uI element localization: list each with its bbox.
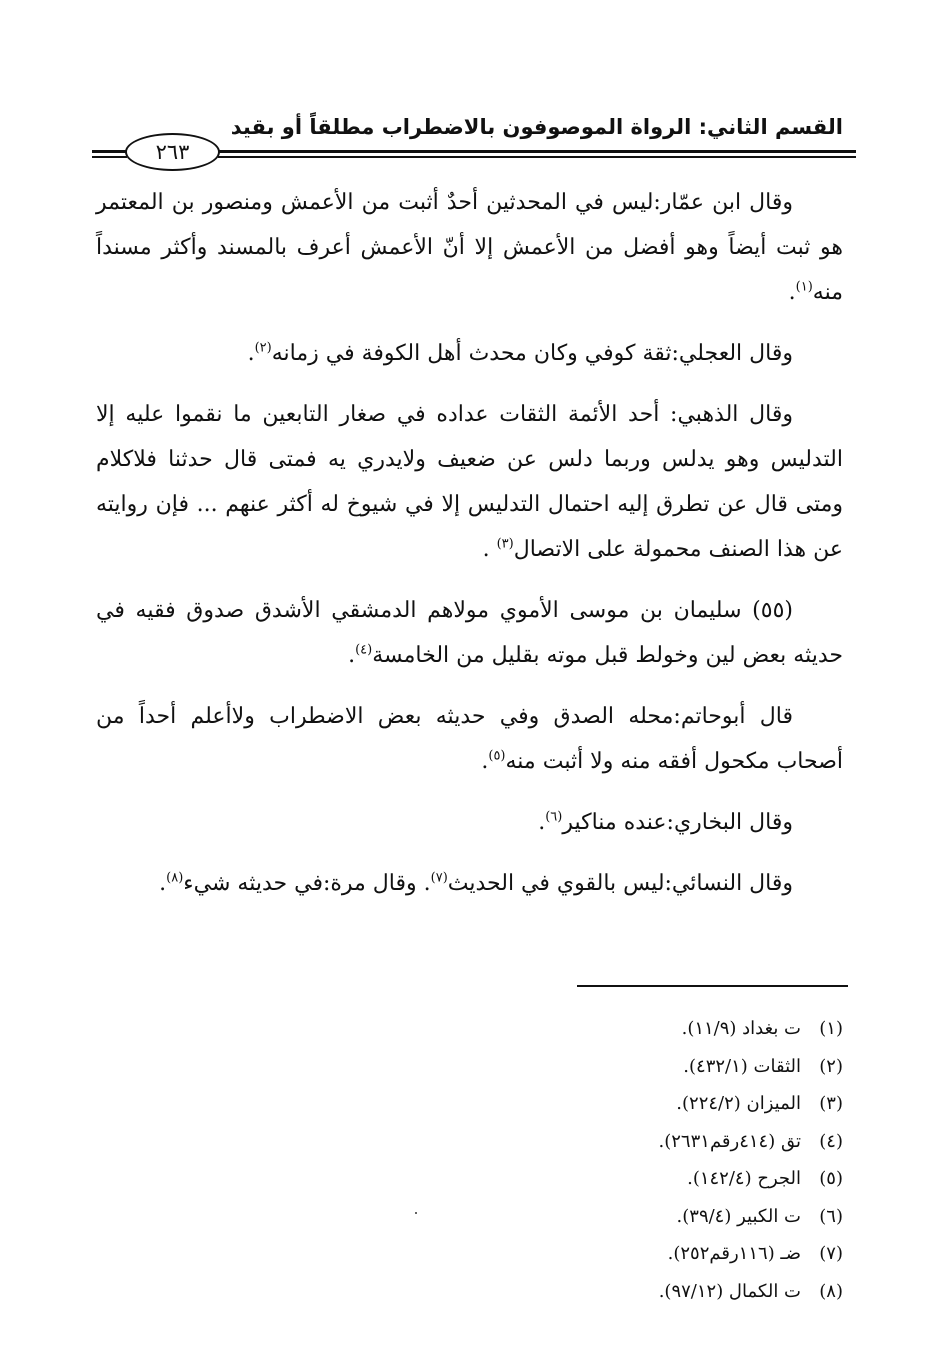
footnote-ref[interactable]: (٦)	[545, 809, 563, 825]
scan-speck	[415, 1212, 417, 1214]
footnote-item	[483, 1160, 843, 1198]
footnote-item	[483, 1235, 843, 1273]
paragraph-end: .	[247, 341, 255, 366]
paragraph-text: وقال البخاري:عنده مناكير	[562, 810, 793, 835]
header-rule-thin	[218, 156, 856, 158]
paragraph-end: .	[482, 537, 497, 562]
footnote-number: (٥)	[819, 1168, 843, 1189]
footnote-item	[483, 1010, 843, 1048]
footnote-ref[interactable]: (٢)	[254, 340, 272, 356]
paragraph-ibn-ammar	[96, 180, 843, 315]
footnote-item	[483, 1085, 843, 1123]
paragraph-dhahabi	[96, 392, 843, 572]
footnote-text: الثقات (٤٣٢/١).	[683, 1055, 801, 1077]
footnote-item	[483, 1273, 843, 1311]
footnote-number: (٣)	[819, 1093, 843, 1114]
running-header-title: القسم الثاني: الرواة الموصوفون بالاضطراب مطلقاً أو بقيد	[230, 115, 843, 139]
main-text	[96, 180, 843, 922]
footnote-text: الجرح (١٤٢/٤).	[687, 1168, 801, 1189]
footnote-item	[483, 1198, 843, 1236]
header-rule-left-thick	[92, 150, 127, 153]
footnote-item	[483, 1123, 843, 1161]
footnote-number: (٢)	[819, 1055, 843, 1077]
paragraph-text: وقال الذهبي: أحد الأئمة الثقات عداده في صغار التابعين ما نقموا عليه إلا التدليس وهو يدلس وربما دلس عن ضعيف ولايدري يه فمتى قال حدثنا فلاكلام ومتى قال عن تطرق إليه احتمال التدليس إلا في شيوخ له أكثر عنهم ... فإن روايته عن هذا الصنف محمولة على الاتصال	[96, 402, 843, 562]
header-rule-left-thin	[92, 156, 127, 158]
page-number-badge: ٢٦٣	[125, 133, 220, 171]
paragraph-text: وقال ابن عمّار:ليس في المحدثين أحدٌ أثبت من الأعمش ومنصور بن المعتمر هو ثبت أيضاً وهو أفضل من الأعمش إلا أنّ الأعمش أعرف بالمسند وأكثر مسنداً منه	[96, 190, 843, 305]
footnote-ref[interactable]: (٤)	[355, 642, 373, 658]
footnote-ref[interactable]: (٨)	[166, 870, 184, 886]
paragraph-end: .	[348, 643, 356, 668]
footnote-ref[interactable]: (٧)	[430, 870, 448, 886]
paragraph-text: وقال العجلي:ثقة كوفي وكان محدث أهل الكوفة في زمانه	[271, 341, 793, 366]
footnote-number: (٧)	[819, 1243, 843, 1264]
footnote-text: الميزان (٢٢٤/٢).	[676, 1093, 801, 1114]
footnote-text: ضـ (١١٦رقم٢٥٢).	[667, 1243, 801, 1264]
footnote-text: تق (٤١٤رقم٢٦٣١).	[658, 1130, 801, 1152]
paragraph-end: .	[788, 280, 796, 305]
paragraph-text: قال أبوحاتم:محله الصدق وفي حديثه بعض الاضطراب ولاأعلم أحداً من أصحاب مكحول أفقه منه ولا أثبت منه	[96, 704, 843, 774]
paragraph-text: وقال النسائي:ليس بالقوي في الحديث	[447, 871, 793, 896]
header-rule-thick	[218, 150, 856, 153]
footnote-ref[interactable]: (١)	[795, 279, 813, 295]
paragraph-bukhari	[96, 800, 843, 845]
footnote-number: (٨)	[819, 1280, 843, 1302]
footnote-text: ت الكمال (٩٧/١٢).	[658, 1280, 801, 1302]
footnote-item	[483, 1048, 843, 1086]
paragraph-text-continued: . وقال مرة:في حديثه شيء	[183, 871, 431, 896]
paragraph-end: .	[481, 749, 489, 774]
paragraph-end: .	[159, 871, 167, 896]
paragraph-nasai	[96, 861, 843, 906]
footnote-ref[interactable]: (٥)	[488, 748, 506, 764]
footnotes-list	[483, 1010, 843, 1310]
paragraph-end: .	[538, 810, 546, 835]
footnote-text: ت الكبير (٣٩/٤).	[676, 1205, 801, 1227]
paragraph-ijli	[96, 331, 843, 376]
paragraph-text: (٥٥) سليمان بن موسى الأموي مولاهم الدمشقي الأشدق صدوق فقيه في حديثه بعض لين وخولط قبل موته بقليل من الخامسة	[96, 598, 843, 668]
footnote-number: (٦)	[819, 1205, 843, 1227]
footnote-number: (٤)	[819, 1130, 843, 1152]
footnote-ref[interactable]: (٣)	[496, 536, 514, 552]
footnote-text: ت بغداد (١١/٩).	[681, 1018, 801, 1039]
footnote-separator	[577, 985, 848, 987]
paragraph-entry-55	[96, 588, 843, 678]
footnote-number: (١)	[819, 1018, 843, 1039]
paragraph-abu-hatim	[96, 694, 843, 784]
